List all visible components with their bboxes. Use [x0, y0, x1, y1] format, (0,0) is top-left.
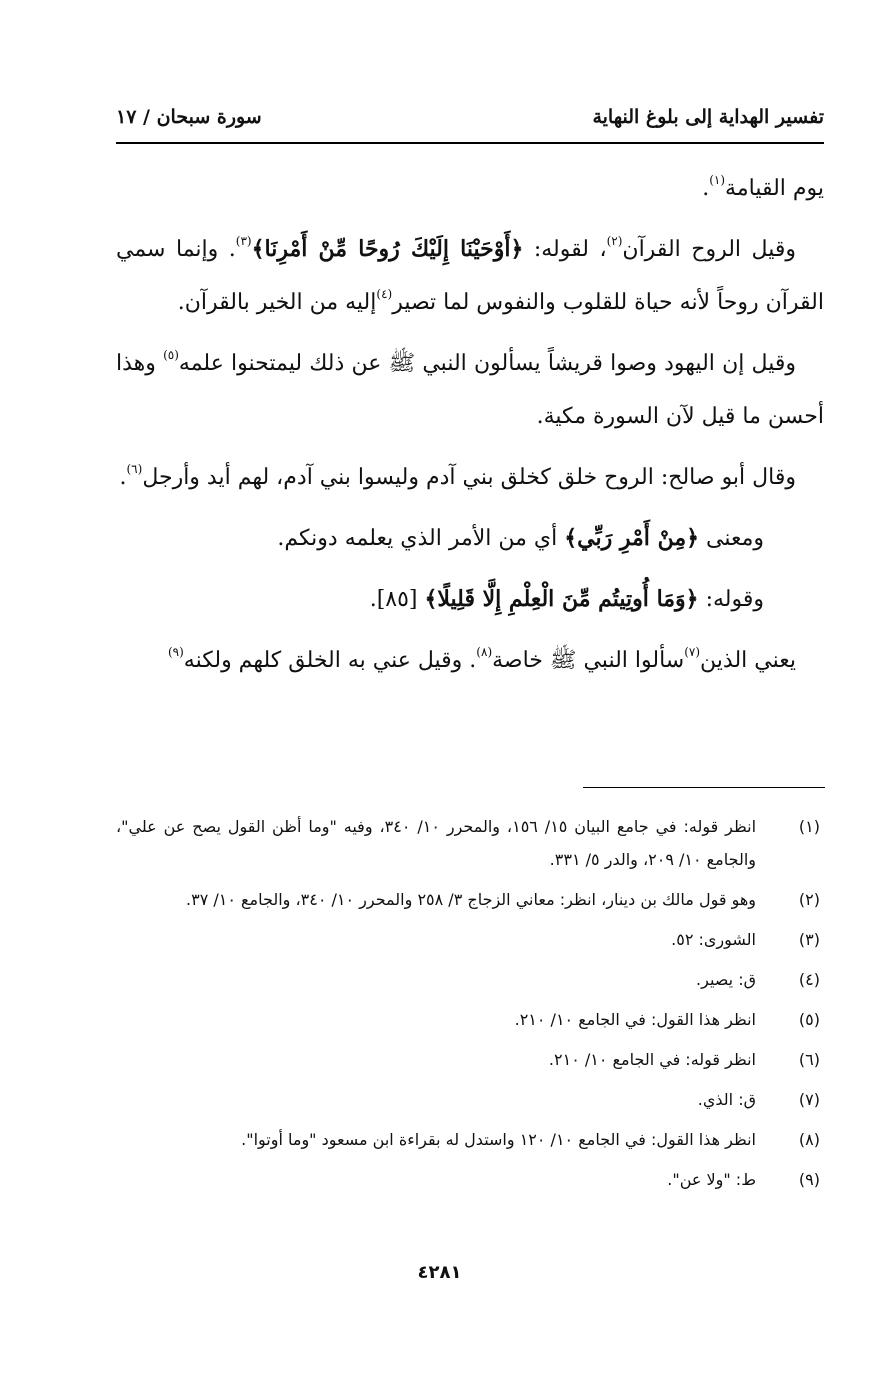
footnote-ref: (٢) [606, 234, 623, 248]
footnote-divider [583, 787, 825, 788]
footnote: (١) انظر قوله: في جامع البيان ١٥/ ١٥٦، والمحرر ١٠/ ٣٤٠، وفيه "وما أظن القول يصح عن علي"، والجامع ١٠/ ٢٠٩، والدر ٥/ ٣٣١. [116, 817, 820, 869]
page-number: ٤٢٨١ [417, 1262, 462, 1283]
surah-label: سورة سبحان / ١٧ [116, 106, 262, 128]
footnote-ref: (٣) [235, 234, 252, 248]
footnotes [116, 810, 824, 1203]
footnote-ref: (٤) [376, 287, 393, 301]
paragraph-5: ومعنى ﴿مِنْ أَمْرِ رَبِّي﴾ أي من الأمر الذي يعلمه دونكم. [277, 525, 764, 551]
quran-verse: ﴿مِنْ أَمْرِ رَبِّي﴾ [564, 525, 699, 551]
paragraph-6: وقوله: ﴿وَمَا أُوتِيتُم مِّنَ الْعِلْمِ إِلَّا قَلِيلًا﴾ [٨٥]. [369, 586, 764, 612]
paragraph-7: يعني الذين$^{(٧)}$سألوا النبي ﷺ خاصة$^{(٨)}$. وقيل عني به الخلق كلهم ولكنه$^{(٩)}$ [167, 645, 796, 673]
main-text [116, 162, 824, 695]
footnote: (٩) ط: "ولا عن". [667, 1170, 820, 1189]
footnote-ref: (٧) [684, 645, 701, 659]
footnote: (٦) انظر قوله: في الجامع ١٠/ ٢١٠. [548, 1050, 820, 1069]
footnote-ref: (٥) [163, 348, 179, 362]
paragraph-2: وقيل الروح القرآن$^{(٢)}$، لقوله: ﴿أَوْحَيْنَا إِلَيْكَ رُوحًا مِّنْ أَمْرِنَا﴾$^{(٣)}$. وإنما سمي القرآن روحاً لأنه حياة للقلوب والنفوس لما تصير$^{(٤)}$إليه من الخير بالقرآن. [116, 234, 824, 315]
paragraph-1: يوم القيامة$^{(١)}$. [702, 173, 824, 201]
paragraph-3: وقيل إن اليهود وصوا قريشاً يسألون النبي ﷺ عن ذلك ليمتحنوا علمه$^{(٥)}$ وهذا أحسن ما قيل لآن السورة مكية. [116, 348, 824, 429]
book-title: تفسير الهداية إلى بلوغ النهاية [592, 106, 824, 128]
footnote: (٣) الشورى: ٥٢. [671, 930, 820, 949]
footnote: (٥) انظر هذا القول: في الجامع ١٠/ ٢١٠. [514, 1010, 820, 1029]
footnote: (٨) انظر هذا القول: في الجامع ١٠/ ١٢٠ واستدل له بقراءة ابن مسعود "وما أوتوا". [241, 1130, 820, 1149]
footnote-ref: (١) [709, 173, 726, 187]
footnote: (٤) ق: يصير. [696, 970, 820, 989]
footnote-ref: (٨) [476, 645, 493, 659]
footnote: (٢) وهو قول مالك بن دينار، انظر: معاني الزجاج ٣/ ٢٥٨ والمحرر ١٠/ ٣٤٠، والجامع ١٠/ ٣٧. [186, 890, 820, 909]
footnote: (٧) ق: الذي. [697, 1090, 820, 1109]
paragraph-4: وقال أبو صالح: الروح خلق كخلق بني آدم وليسوا بني آدم، لهم أيد وأرجل$^{(٦)}$. [119, 462, 796, 490]
footnote-ref: (٦) [126, 462, 143, 476]
footnote-ref: (٩) [167, 645, 184, 659]
header-divider [116, 142, 824, 144]
running-header [116, 100, 824, 140]
quran-verse: ﴿وَمَا أُوتِيتُم مِّنَ الْعِلْمِ إِلَّا قَلِيلًا﴾ [424, 586, 699, 612]
quran-verse: ﴿أَوْحَيْنَا إِلَيْكَ رُوحًا مِّنْ أَمْرِنَا﴾ [251, 236, 524, 262]
